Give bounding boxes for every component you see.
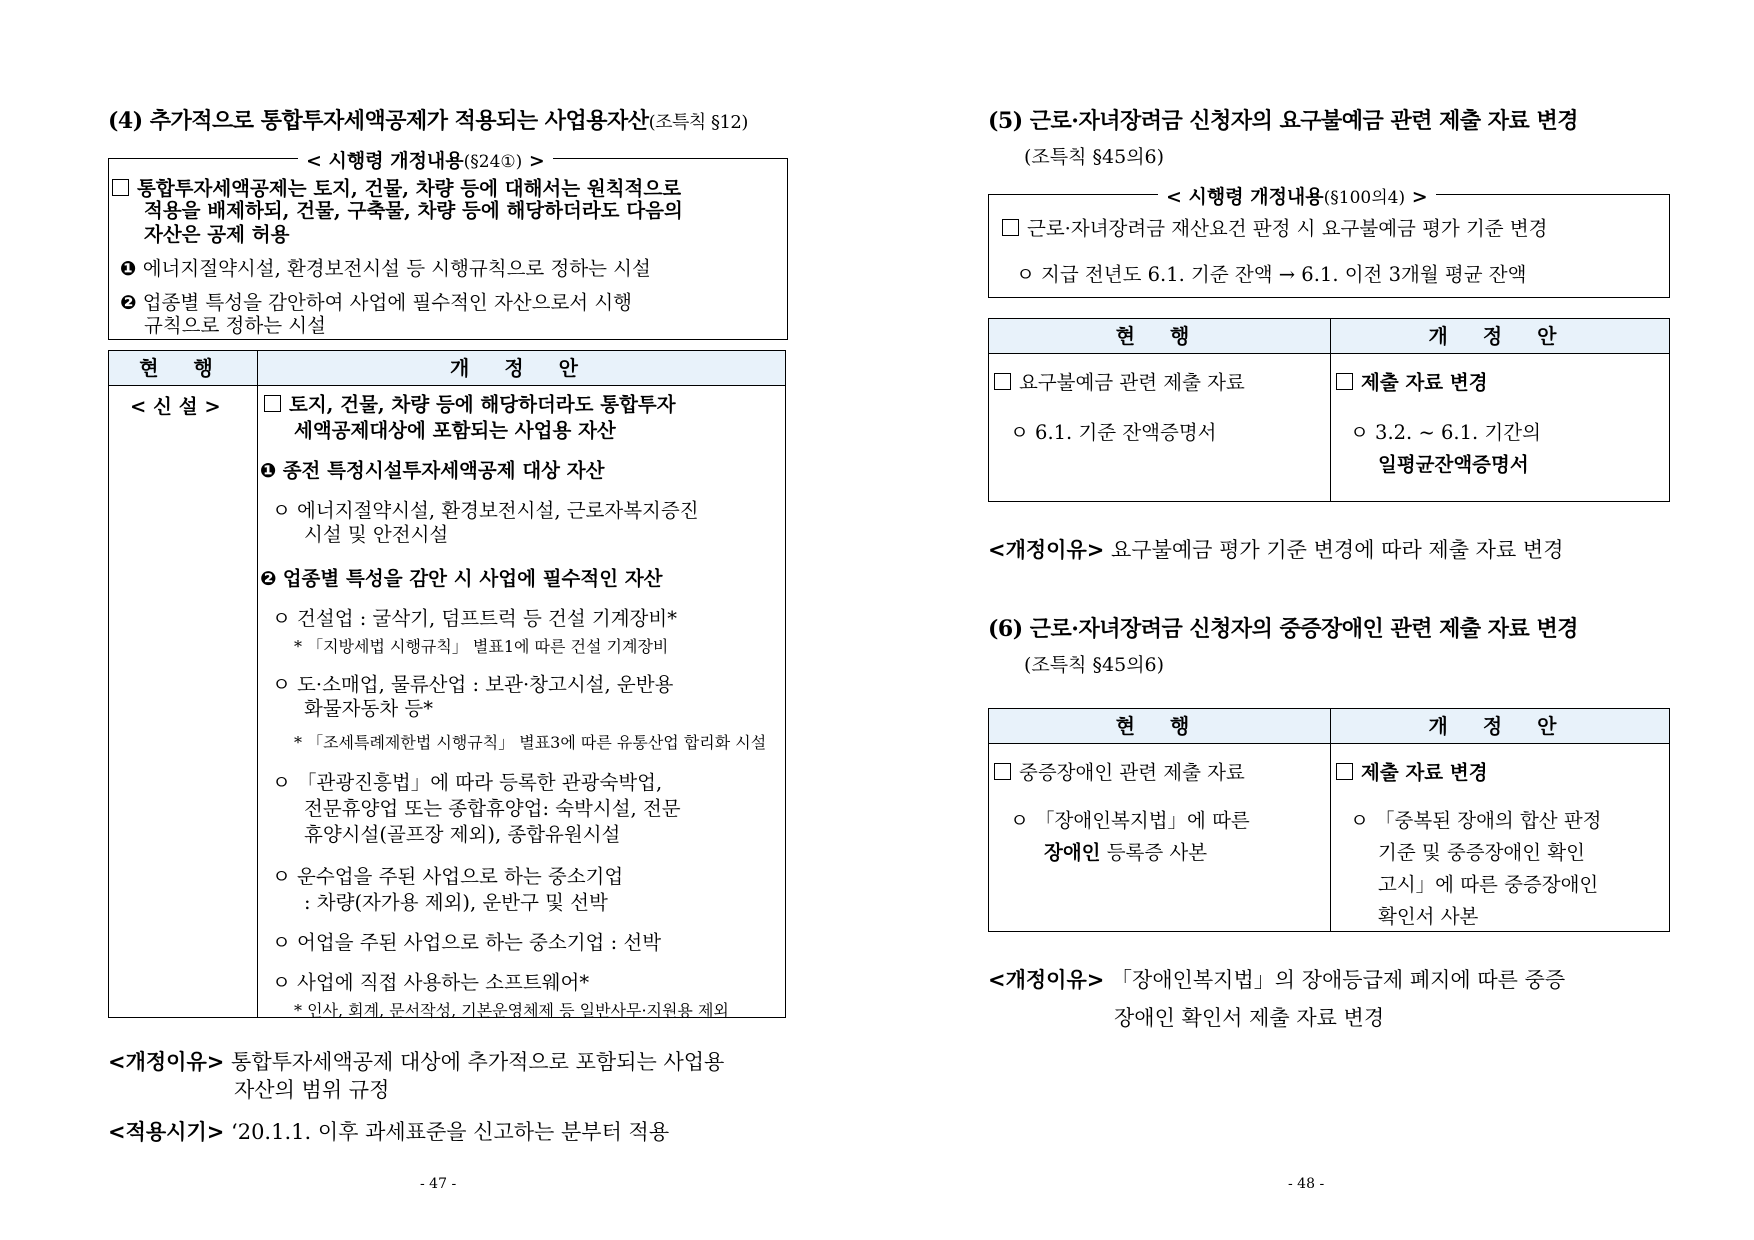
proposed-software: ㅇ 사업에 직접 사용하는 소프트웨어*	[272, 971, 590, 994]
proposed-transport-cont: : 차량(자가용 제외), 운반구 및 선박	[304, 891, 608, 914]
t2-proposed-4: 고시」에 따른 중증장애인	[1378, 873, 1599, 896]
decree-item-1: ❶ 에너지절약시설, 환경보전시설 등 시행규칙으로 정하는 시설	[120, 257, 651, 280]
checkbox-square-icon	[994, 763, 1011, 780]
decree-line-2: 적용을 배제하되, 건물, 구축물, 차량 등에 해당하더라도 다음의	[144, 199, 683, 222]
proposed-fishery: ㅇ 어업을 주된 사업으로 하는 중소기업 : 선박	[272, 931, 662, 954]
proposed-item-2: ❷ 업종별 특성을 감안 시 사업에 필수적인 자산	[260, 567, 663, 590]
footnote-software: * 인사, 회계, 문서작성, 기본운영체제 등 일반사무·지원용 제외	[294, 1001, 729, 1020]
proposed-transport: ㅇ 운수업을 주된 사업으로 하는 중소기업	[272, 865, 624, 888]
checkbox-square-icon	[112, 179, 129, 196]
checkbox-square-icon	[1336, 763, 1353, 780]
t2-current-1: 중증장애인 관련 제출 자료	[994, 760, 1245, 785]
column-divider	[1330, 319, 1331, 501]
current-new-label: < 신 설 >	[130, 395, 221, 418]
t2-proposed-3: 기준 및 중증장애인 확인	[1378, 841, 1585, 864]
page-number: - 47 -	[420, 1176, 457, 1192]
checkbox-square-icon	[1336, 373, 1353, 390]
decree-line-1: 통합투자세액공제는 토지, 건물, 차량 등에 대해서는 원칙적으로	[112, 176, 681, 201]
t2-current-2: ㅇ 「장애인복지법」에 따른	[1010, 809, 1250, 832]
header-current: 현 행	[989, 319, 1330, 354]
t1-proposed-2: ㅇ 3.2. ~ 6.1. 기간의	[1350, 421, 1541, 444]
section-6-title: (6) 근로·자녀장려금 신청자의 중증장애인 관련 제출 자료 변경	[988, 616, 1578, 642]
t1-current-2: ㅇ 6.1. 기준 잔액증명서	[1010, 421, 1217, 444]
t1-current-1: 요구불예금 관련 제출 자료	[994, 370, 1245, 395]
t1-proposed-3: 일평균잔액증명서	[1378, 453, 1529, 476]
decree-line-3: 자산은 공제 허용	[144, 223, 290, 246]
t2-current-3: 장애인 등록증 사본	[1044, 841, 1208, 864]
proposed-retail-cont: 화물자동차 등*	[304, 697, 433, 720]
footnote-retail: * 「조세특례제한법 시행규칙」 별표3에 따른 유통산업 합리화 시설	[294, 733, 767, 752]
section-5-ref: (조특칙 §45의6)	[1024, 146, 1165, 168]
checkbox-square-icon	[1002, 219, 1019, 236]
t2-proposed-1: 제출 자료 변경	[1336, 760, 1488, 785]
amendment-reason-cont: 자산의 범위 규정	[234, 1078, 390, 1102]
page-number: - 48 -	[1288, 1176, 1325, 1192]
proposed-item-1: ❶ 종전 특정시설투자세액공제 대상 자산	[260, 459, 605, 482]
header-current: 현 행	[109, 351, 257, 386]
section-6-ref: (조특칙 §45의6)	[1024, 654, 1165, 676]
proposed-tourism-cont: 전문휴양업 또는 종합휴양업: 숙박시설, 전문	[304, 797, 681, 820]
proposed-retail: ㅇ 도·소매업, 물류산업 : 보관·창고시설, 운반용	[272, 673, 674, 696]
amendment-reason-5: <개정이유> 요구불예금 평가 기준 변경에 따라 제출 자료 변경	[988, 538, 1564, 562]
proposed-line-2: 세액공제대상에 포함되는 사업용 자산	[294, 419, 616, 442]
header-proposed: 개 정 안	[1330, 319, 1669, 354]
column-divider	[257, 351, 258, 1017]
application-period: <적용시기> ‘20.1.1. 이후 과세표준을 신고하는 분부터 적용	[108, 1120, 670, 1144]
checkbox-square-icon	[994, 373, 1011, 390]
t2-proposed-2: ㅇ 「중복된 장애의 합산 판정	[1350, 809, 1602, 832]
header-proposed: 개 정 안	[1330, 709, 1669, 744]
proposed-line-1: 토지, 건물, 차량 등에 해당하더라도 통합투자	[264, 392, 676, 417]
section-5-title: (5) 근로·자녀장려금 신청자의 요구불예금 관련 제출 자료 변경	[988, 108, 1578, 134]
decree-5-line-1: 근로·자녀장려금 재산요건 판정 시 요구불예금 평가 기준 변경	[1002, 216, 1548, 241]
proposed-tourism: ㅇ 「관광진흥법」에 따라 등록한 관광숙박업,	[272, 771, 663, 794]
amendment-reason: <개정이유> 통합투자세액공제 대상에 추가적으로 포함되는 사업용	[108, 1050, 725, 1074]
checkbox-square-icon	[264, 395, 281, 412]
column-divider	[1330, 709, 1331, 931]
amendment-reason-6: <개정이유> 「장애인복지법」의 장애등급제 폐지에 따른 중증	[988, 968, 1566, 992]
decree-box-legend: < 시행령 개정내용(§24①) >	[298, 146, 553, 173]
proposed-item-1-sub: ㅇ 에너지절약시설, 환경보전시설, 근로자복지증진	[272, 499, 699, 522]
t2-proposed-5: 확인서 사본	[1378, 905, 1479, 928]
proposed-construction: ㅇ 건설업 : 굴삭기, 덤프트럭 등 건설 기계장비*	[272, 607, 677, 630]
decree-box-legend-5: < 시행령 개정내용(§100의4) >	[1158, 182, 1436, 209]
proposed-tourism-cont2: 휴양시설(골프장 제외), 종합유원시설	[304, 823, 621, 846]
proposed-item-1-sub-cont: 시설 및 안전시설	[304, 523, 449, 546]
header-current: 현 행	[989, 709, 1330, 744]
amendment-reason-6-cont: 장애인 확인서 제출 자료 변경	[1114, 1006, 1385, 1030]
footnote-construction: * 「지방세법 시행규칙」 별표1에 따른 건설 기계장비	[294, 637, 669, 656]
t1-proposed-1: 제출 자료 변경	[1336, 370, 1488, 395]
comparison-table-5	[988, 318, 1670, 502]
decree-item-2: ❷ 업종별 특성을 감안하여 사업에 필수적인 자산으로서 시행	[120, 291, 632, 314]
header-proposed: 개 정 안	[257, 351, 785, 386]
decree-5-line-2: ㅇ 지급 전년도 6.1. 기준 잔액 → 6.1. 이전 3개월 평균 잔액	[1016, 263, 1527, 286]
decree-item-2-cont: 규칙으로 정하는 시설	[144, 314, 326, 337]
section-4-title: (4) 추가적으로 통합투자세액공제가 적용되는 사업용자산(조특칙 §12)	[108, 108, 748, 134]
